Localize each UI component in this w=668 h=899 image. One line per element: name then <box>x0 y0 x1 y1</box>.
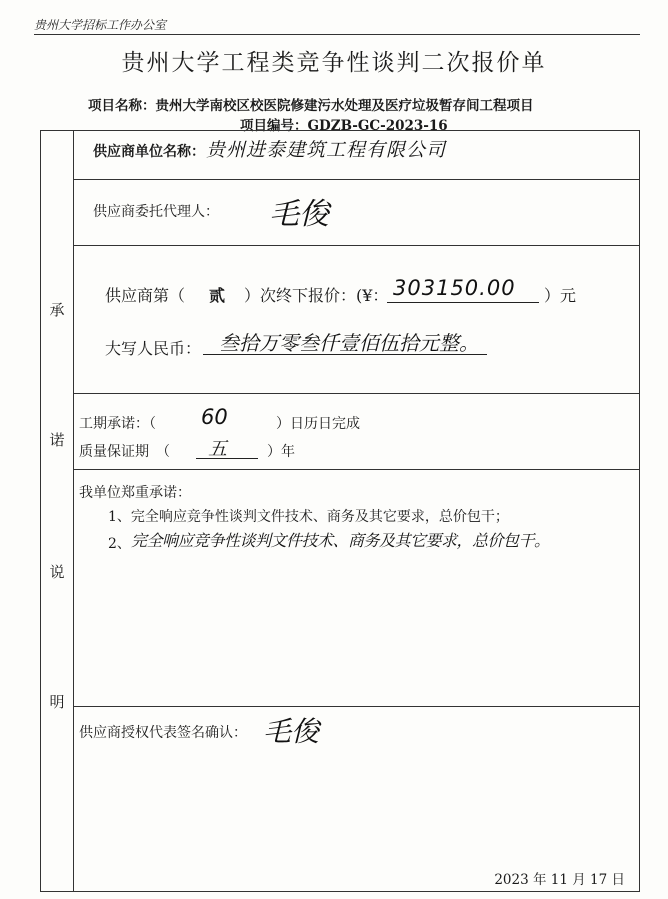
words-underline <box>203 354 487 355</box>
warranty-prefix: 质量保证期 （ <box>79 444 170 460</box>
side-char-1: 承 <box>49 301 65 319</box>
row-divider <box>73 706 639 707</box>
row-divider <box>73 245 639 246</box>
side-label-column <box>41 131 74 891</box>
commit-heading: 我单位郑重承诺： <box>79 485 191 501</box>
row-divider <box>73 179 639 180</box>
project-number: 项目编号：GDZB-GC-2023-16 <box>240 118 448 134</box>
row-divider <box>73 393 639 394</box>
period-value: 60 <box>201 405 228 429</box>
warranty-value: 五 <box>208 438 228 460</box>
quotation-form <box>40 130 640 892</box>
period-prefix: 工期承诺：（ <box>79 416 156 432</box>
agent-label: 供应商委托代理人： <box>93 204 219 220</box>
signature-label: 供应商授权代表签名确认： <box>79 725 247 741</box>
project-name: 项目名称：贵州大学南校区校医院修建污水处理及医疗垃圾暂存间工程项目 <box>88 98 534 114</box>
amount-underline <box>387 302 539 303</box>
representative-signature: 毛俊 <box>263 715 320 748</box>
quote-round: 贰 <box>209 286 226 305</box>
row-divider <box>73 469 639 470</box>
warranty-suffix: ）年 <box>267 444 295 460</box>
period-suffix: ）日历日完成 <box>276 416 360 432</box>
quote-suffix: ）元 <box>544 286 577 305</box>
header-rule <box>34 34 640 35</box>
words-label: 大写人民币： <box>105 339 202 358</box>
commit-item-1: 1、完全响应竞争性谈判文件技术、商务及其它要求，总价包干； <box>108 509 509 525</box>
commit-item-2-handwritten: 完全响应竞争性谈判文件技术、商务及其它要求，总价包干。 <box>131 531 550 550</box>
form-date: 2023 年 11 月 17 日 <box>494 872 625 888</box>
side-char-2: 诺 <box>49 431 65 449</box>
supplier-name-label: 供应商单位名称： <box>93 144 205 160</box>
document-title: 贵州大学工程类竞争性谈判二次报价单 <box>121 50 547 76</box>
words-value: 叁拾万零叁仟壹佰伍拾元整。 <box>219 331 479 355</box>
quote-prefix: 供应商第（ <box>105 286 186 305</box>
side-char-4: 明 <box>49 693 65 711</box>
commit-item-2-prefix: 2、 <box>108 536 131 552</box>
agent-signature: 毛俊 <box>269 197 329 232</box>
supplier-name-value: 贵州进泰建筑工程有限公司 <box>206 139 447 161</box>
quote-middle: ）次终下报价：(¥： <box>244 286 389 305</box>
quote-amount: 303150.00 <box>393 276 516 300</box>
side-char-3: 说 <box>49 563 65 581</box>
office-header: 贵州大学招标工作办公室 <box>34 18 167 32</box>
warranty-underline <box>196 458 258 459</box>
